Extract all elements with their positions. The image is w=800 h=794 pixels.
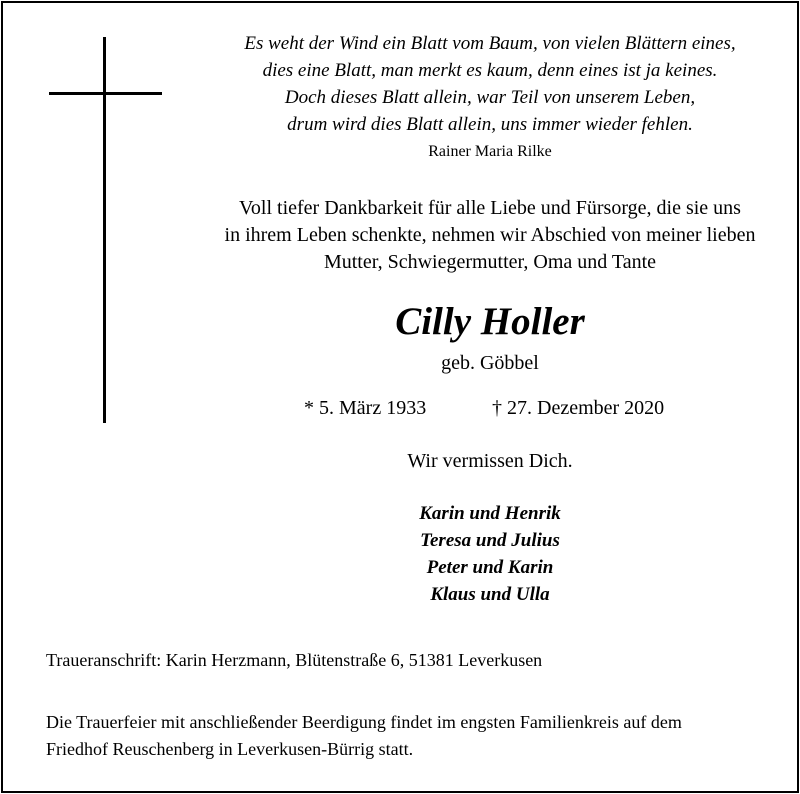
- poem-line: drum wird dies Blatt allein, uns immer wieder fehlen.: [287, 114, 693, 135]
- poem-line: dies eine Blatt, man merkt es kaum, denn eines ist ja keines.: [262, 60, 718, 81]
- mourning-address: Traueranschrift: Karin Herzmann, Blütenstraße 6, 51381 Leverkusen: [46, 650, 543, 670]
- family-member: Peter und Karin: [426, 557, 554, 578]
- cross-horizontal-beam: [49, 92, 162, 95]
- deceased-name: Cilly Holler: [395, 300, 585, 343]
- family-member: Karin und Henrik: [419, 503, 561, 524]
- death-date: † 27. Dezember 2020: [492, 397, 665, 419]
- intro-text: [180, 195, 800, 276]
- ceremony-info: [46, 709, 766, 763]
- ceremony-line: Friedhof Reuschenberg in Leverkusen-Bürrig statt.: [46, 739, 414, 759]
- birth-date: * 5. März 1933: [304, 397, 427, 419]
- family-signatures: [180, 500, 800, 608]
- farewell-message: Wir vermissen Dich.: [407, 450, 573, 472]
- ceremony-line: Die Trauerfeier mit anschließender Beerdigung findet im engsten Familienkreis auf dem: [46, 712, 682, 732]
- poem-line: Doch dieses Blatt allein, war Teil von unserem Leben,: [284, 87, 696, 108]
- poem-line: Es weht der Wind ein Blatt vom Baum, von vielen Blättern eines,: [244, 33, 736, 54]
- poem-author: Rainer Maria Rilke: [428, 143, 552, 160]
- intro-line: in ihrem Leben schenkte, nehmen wir Abschied von meiner lieben: [224, 224, 756, 246]
- intro-line: Mutter, Schwiegermutter, Oma und Tante: [323, 251, 657, 273]
- intro-line: Voll tiefer Dankbarkeit für alle Liebe und Fürsorge, die sie uns: [239, 197, 741, 219]
- poem: [180, 30, 800, 138]
- family-member: Teresa und Julius: [420, 530, 560, 551]
- maiden-name: geb. Göbbel: [441, 352, 539, 374]
- family-member: Klaus und Ulla: [430, 584, 550, 605]
